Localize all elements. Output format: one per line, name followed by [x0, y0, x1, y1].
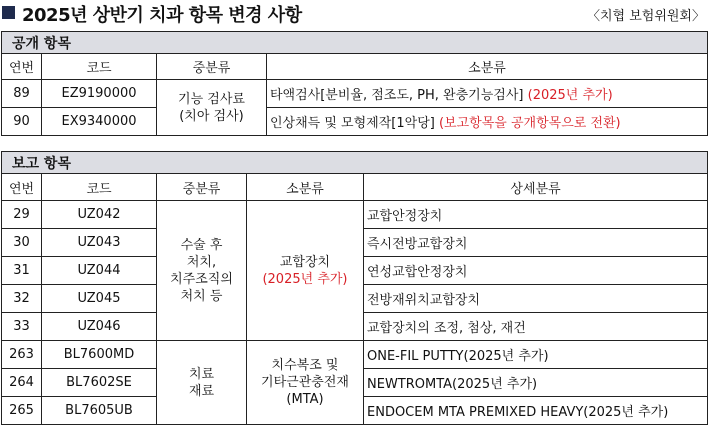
detail-category: 전방재위치교합장치 [364, 285, 708, 313]
table-row [2, 341, 708, 369]
row-number: 89 [2, 80, 42, 108]
detail-category: 즉시전방교합장치 [364, 229, 708, 257]
change-note: (2025년 추가) [262, 271, 348, 287]
row-code: UZ043 [42, 229, 157, 257]
row-number: 30 [2, 229, 42, 257]
detail-category: 교합장치의 조정, 첨상, 재건 [364, 313, 708, 341]
column-header: 연번 [2, 54, 42, 80]
section-header-row [2, 32, 708, 54]
row-number: 90 [2, 108, 42, 136]
column-header: 상세분류 [364, 174, 708, 201]
row-code: EZ9190000 [42, 80, 157, 108]
row-code: BL7602SE [42, 369, 157, 397]
middle-category-line: 기능 검사료 [178, 91, 245, 107]
sub-category-text: 인상채득 및 모형제작[1악당] [270, 116, 435, 131]
middle-category [157, 341, 247, 425]
row-code: BL7605UB [42, 397, 157, 425]
row-number: 264 [2, 369, 42, 397]
middle-category-line: 처치 등 [180, 288, 223, 304]
middle-category [157, 201, 247, 341]
row-code: EX9340000 [42, 108, 157, 136]
row-number: 32 [2, 285, 42, 313]
row-number: 31 [2, 257, 42, 285]
row-number: 265 [2, 397, 42, 425]
report-items-table [1, 151, 708, 425]
detail-category: NEWTROMTA(2025년 추가) [364, 369, 708, 397]
sub-category-line: 교합장치 [279, 254, 331, 270]
sub-category [247, 341, 364, 425]
middle-category-line: (치아 검사) [179, 108, 244, 124]
header-row [2, 54, 708, 80]
column-header: 연번 [2, 174, 42, 201]
middle-category-line: 치료 [188, 366, 215, 382]
section-title: 보고 항목 [2, 152, 708, 174]
change-note: (2025년 추가) [527, 88, 613, 103]
column-header: 소분류 [247, 174, 364, 201]
section-title: 공개 항목 [2, 32, 708, 54]
middle-category-line: 수술 후 [180, 237, 223, 253]
sub-category [247, 201, 364, 341]
column-header: 코드 [42, 54, 157, 80]
row-code: UZ042 [42, 201, 157, 229]
sub-category [267, 80, 708, 108]
row-number: 29 [2, 201, 42, 229]
header-row [2, 174, 708, 201]
sub-category-text: 타액검사[분비율, 점조도, PH, 완충기능검사] [270, 88, 524, 103]
column-header: 중분류 [157, 174, 247, 201]
middle-category-line: 처치, [186, 254, 217, 270]
row-code: BL7600MD [42, 341, 157, 369]
detail-category: 교합안정장치 [364, 201, 708, 229]
row-code: UZ044 [42, 257, 157, 285]
row-code: UZ045 [42, 285, 157, 313]
sub-category [267, 108, 708, 136]
row-code: UZ046 [42, 313, 157, 341]
change-note: (보고항목을 공개항목으로 전환) [438, 116, 621, 131]
sub-category-line: 치수복조 및 [271, 358, 339, 373]
middle-category-line: 치주조직의 [170, 271, 233, 287]
title-bullet-icon [2, 6, 15, 19]
row-number: 33 [2, 313, 42, 341]
page-title: 2025년 상반기 치과 항목 변경 사항 [22, 5, 302, 26]
row-number: 263 [2, 341, 42, 369]
middle-category-line: 재료 [188, 383, 215, 399]
detail-category: ENDOCEM MTA PREMIXED HEAVY(2025년 추가) [364, 397, 708, 425]
column-header: 중분류 [157, 54, 267, 80]
column-header: 소분류 [267, 54, 708, 80]
sub-category-line: 기타근관충전재 [261, 375, 349, 390]
sub-category-line: (MTA) [286, 392, 324, 407]
column-header: 코드 [42, 174, 157, 201]
table-row [2, 201, 708, 229]
detail-category: 연성교합안정장치 [364, 257, 708, 285]
middle-category [157, 80, 267, 136]
source-label: 〈치협 보험위원회〉 [586, 9, 705, 24]
public-items-table [1, 31, 708, 136]
table-row [2, 108, 708, 136]
table-row [2, 80, 708, 108]
title-bar [0, 0, 709, 28]
section-header-row [2, 152, 708, 174]
detail-category: ONE-FIL PUTTY(2025년 추가) [364, 341, 708, 369]
